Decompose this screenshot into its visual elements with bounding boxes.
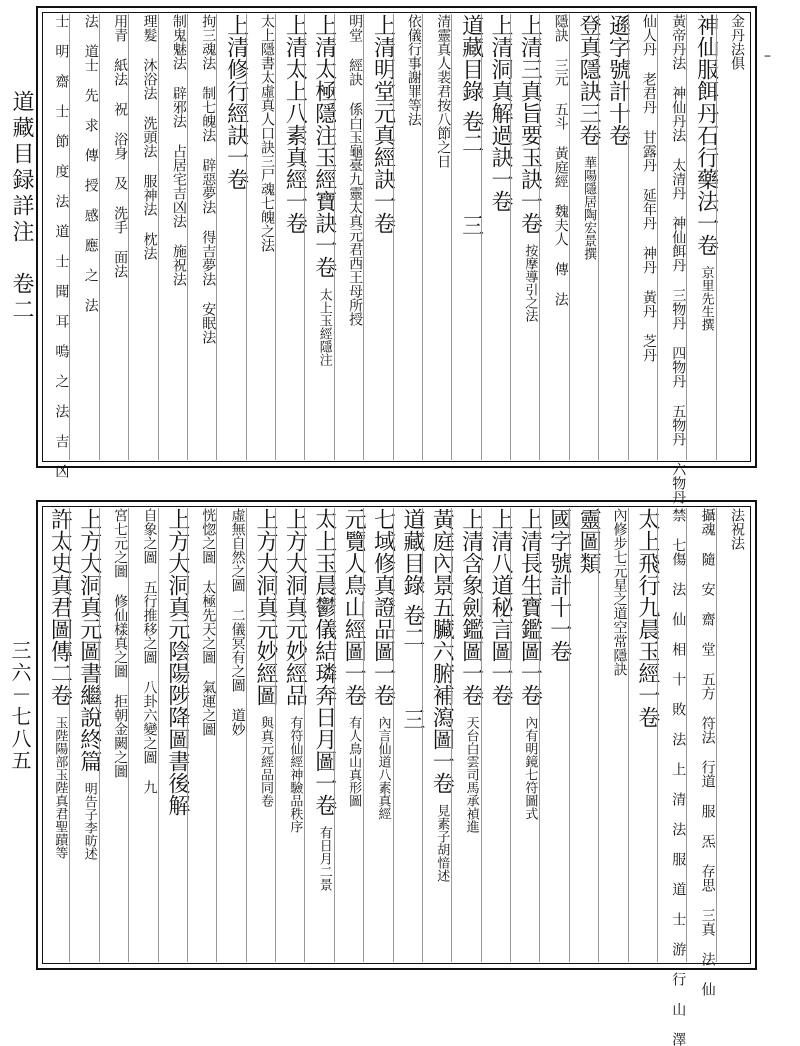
column-text: 虛無自然之圖 二儀冥有之圖 道妙: [229, 508, 246, 736]
text-column: [426, 508, 453, 882]
column-divider: [510, 508, 511, 962]
column-note: 內言仙道八素真經: [375, 716, 391, 820]
column-text: 上清明堂元真經訣一卷: [370, 14, 396, 234]
column-text: 制鬼魅法 辟邪法 占居宅吉凶法 施祝法: [170, 14, 187, 286]
column-divider: [686, 14, 687, 460]
text-column: [602, 14, 629, 146]
column-text: 許太史真君圖傳二卷: [47, 508, 73, 706]
fold-volume: 卷二: [458, 110, 484, 154]
column-text: 太上飛行九晨玉經一卷: [634, 508, 660, 728]
column-note: 有符仙經神驗品秩序: [287, 716, 303, 833]
column-text: 明堂 經訣 係白玉龜臺九靈太真元君西王母所授: [347, 14, 364, 326]
column-text: 仙人丹 老君丹 甘露丹 延年丹 神丹 黃丹 芝丹: [640, 14, 657, 362]
column-text: 黃庭內景五臟六腑補瀉圖一卷: [429, 508, 455, 794]
text-column: [279, 508, 306, 833]
margin-book-title: 道藏目録詳注 卷二: [9, 90, 34, 324]
text-column: [455, 14, 482, 236]
text-column: [191, 14, 218, 344]
column-text: 內修步七元星之道空常隱訣: [611, 508, 628, 676]
text-column: [132, 508, 159, 794]
column-text: 用青 紙法 祝 浴身 及 洗手 面法: [112, 14, 129, 278]
column-text: 上清修行經訣一卷: [223, 14, 249, 190]
column-text: 上清太極隱注玉經寶訣一卷: [311, 14, 337, 278]
column-text: 太上玉晨鬱儀結璘奔日月圖一卷: [311, 508, 337, 816]
column-divider: [363, 508, 364, 962]
text-column: [720, 508, 747, 550]
column-divider: [128, 508, 129, 962]
column-divider: [216, 508, 217, 962]
column-divider: [628, 508, 629, 962]
column-divider: [451, 508, 452, 962]
text-column: [73, 14, 100, 312]
text-column: [455, 508, 482, 833]
column-text: 理髮 沐浴法 洗頭法 服神法 枕法: [141, 14, 158, 260]
text-column: [543, 14, 570, 306]
column-text: 金丹法俱: [729, 14, 745, 70]
column-text: 七域修真證品圖一卷: [370, 508, 396, 706]
column-note: 玉陛陽部玉陛真君聖蹟等: [52, 716, 68, 859]
column-text: 清靈真人裴君按八節之日: [435, 14, 452, 168]
column-text: 上清洞真解過訣一卷: [488, 14, 513, 212]
column-divider: [128, 14, 129, 460]
text-column: [308, 14, 335, 366]
text-column: [485, 14, 512, 212]
column-text: 士 明 齋 士 節 度 法 道 士 聞 耳 鳴 之 法 吉 凶: [53, 14, 70, 478]
text-column: [103, 14, 130, 278]
text-column: [661, 14, 688, 504]
column-divider: [187, 508, 188, 962]
text-column: [103, 508, 130, 778]
column-divider: [99, 508, 100, 962]
column-divider: [569, 14, 570, 460]
column-text: 上清三真旨要玉訣一卷: [517, 14, 543, 234]
column-divider: [657, 508, 658, 962]
column-divider: [481, 14, 482, 460]
column-note: 與真元經品同卷: [258, 716, 273, 807]
column-divider: [393, 14, 394, 460]
text-column: [632, 14, 659, 362]
page-corner-mark: –: [764, 48, 771, 64]
column-text: 上方大洞真元妙經圖: [253, 508, 278, 706]
column-divider: [569, 508, 570, 962]
text-column: [44, 14, 71, 478]
column-text: 宮七元之圖 修仙樣真之圖 拒朝金闕之圖: [112, 508, 129, 778]
text-column: [191, 508, 218, 736]
column-text: 遜字號計十卷: [605, 14, 631, 146]
column-text: 上清含象劍鑑圖一卷: [458, 508, 484, 706]
column-divider: [363, 14, 364, 460]
text-column: [661, 508, 688, 1046]
text-column: [367, 14, 394, 234]
column-divider: [246, 14, 247, 460]
text-column: [397, 14, 424, 126]
column-divider: [716, 14, 717, 460]
column-text: 登真隱訣三卷: [576, 14, 602, 146]
column-divider: [422, 14, 423, 460]
text-column: [690, 508, 717, 996]
text-column: [250, 508, 277, 807]
column-divider: [304, 14, 305, 460]
column-divider: [481, 508, 482, 962]
column-text: 隱訣 三元 五斗 黃庭經 魏夫人 傳 法: [552, 14, 569, 306]
column-divider: [451, 14, 452, 460]
text-column: [632, 508, 659, 728]
column-divider: [275, 508, 276, 962]
column-text: 黃帝丹法 神仙丹法 太清丹 神仙餌丹 三物丹 四物丹 五物丹 六物丹: [670, 14, 687, 504]
column-note: 內有明鏡七符圖式: [522, 716, 538, 820]
text-column: [162, 508, 189, 816]
text-column: [308, 508, 335, 891]
column-divider: [69, 508, 70, 962]
column-note: 華陽隱居陶宏景撰: [581, 156, 597, 260]
column-text: 太上隱書太虛真人口訣三尸魂七魄之法: [259, 14, 275, 252]
column-text: 靈圖類: [576, 508, 602, 574]
column-note: 明告子李昉述: [81, 782, 97, 860]
text-column: [279, 14, 306, 234]
column-divider: [598, 14, 599, 460]
text-column: [338, 14, 365, 326]
fold-leaf-number: 三: [458, 214, 484, 236]
column-text: 神仙服餌丹石行藥法一卷: [693, 14, 719, 256]
column-divider: [539, 508, 540, 962]
column-divider: [657, 14, 658, 460]
text-column: [44, 508, 71, 859]
text-column: [602, 508, 629, 676]
text-column: [73, 508, 100, 860]
text-column: [485, 508, 512, 706]
fold-leaf-number: 三: [399, 708, 425, 730]
text-column: [338, 508, 365, 807]
column-divider: [598, 508, 599, 962]
column-divider: [686, 508, 687, 962]
column-divider: [99, 14, 100, 460]
text-column: [220, 508, 247, 736]
text-column: [543, 508, 570, 662]
text-column: [426, 14, 453, 168]
column-text: 元覽人鳥山經圖一卷: [341, 508, 367, 706]
text-column: [573, 14, 600, 260]
column-text: 上清八道秘言圖一卷: [488, 508, 513, 706]
column-note: 見素子胡愔述: [434, 804, 450, 882]
bottom-page-panel: [36, 500, 757, 1046]
column-divider: [304, 508, 305, 962]
column-divider: [69, 14, 70, 460]
column-divider: [628, 14, 629, 460]
column-note: 天台白雲司馬承禎進: [463, 716, 479, 833]
column-divider: [334, 508, 335, 962]
column-divider: [393, 508, 394, 962]
column-divider: [510, 14, 511, 460]
column-note: 有人鳥山真形圖: [346, 716, 362, 807]
text-column: [397, 508, 424, 730]
fold-title: 道藏目錄: [399, 508, 425, 596]
column-text: 法 道士 先 求 傳 授 感 應 之 法: [82, 14, 99, 312]
column-divider: [334, 14, 335, 460]
column-divider: [422, 508, 423, 962]
column-text: 上方大洞真元妙經品: [282, 508, 308, 706]
column-divider: [539, 14, 540, 460]
text-column: [514, 508, 541, 820]
column-divider: [716, 508, 717, 962]
column-text: 國字號計十一卷: [546, 508, 572, 662]
column-text: 攝魂 隨 安 齋 堂 五方 符法 行道 服 炁 存思 三真 法 仙: [699, 508, 716, 996]
text-column: [720, 14, 747, 70]
column-divider: [158, 14, 159, 460]
fold-volume: 卷二: [399, 604, 425, 648]
column-text: 法祝法: [729, 508, 745, 550]
text-column: [162, 14, 189, 286]
column-text: 上方大洞真元陰陽陟降圖書後解: [164, 508, 190, 816]
column-note: 太上玉經隱注: [316, 288, 332, 366]
text-column: [514, 14, 541, 322]
column-note: 按摩導引之法: [522, 244, 538, 322]
text-column: [220, 14, 247, 190]
column-text: 上方大洞真元圖書繼說終篇: [76, 508, 102, 772]
column-note: 有日月二景: [316, 826, 332, 891]
column-divider: [275, 14, 276, 460]
column-text: 依儀行事謝罪等法: [405, 14, 422, 126]
text-column: [132, 14, 159, 260]
text-column: [367, 508, 394, 820]
text-column: [573, 508, 600, 574]
column-note: 京里先生撰: [698, 266, 714, 331]
fold-title: 道藏目錄: [458, 14, 484, 102]
column-text: 拘三魂法 制七魄法 辟惡夢法 得吉夢法 安眠法: [200, 14, 217, 344]
column-divider: [216, 14, 217, 460]
margin-page-number: 三六－七八五: [8, 640, 32, 772]
column-text: 上清太上八素真經一卷: [282, 14, 308, 234]
column-divider: [187, 14, 188, 460]
column-text: 禁 七傷 法 仙 相 十 敗 法 上 清 法 服 道 士 游 行 山 澤: [670, 508, 687, 1046]
column-text: 上清長生寶鑑圖一卷: [517, 508, 543, 706]
column-divider: [158, 508, 159, 962]
column-divider: [246, 508, 247, 962]
top-page-panel: [36, 6, 771, 504]
column-text: 自象之圖 五行推移之圖 八卦六變之圖 九: [141, 508, 158, 794]
column-text: 恍惚之圖 太極先天之圖 氣運之圖: [200, 508, 217, 736]
text-column: [250, 14, 277, 252]
text-column: [690, 14, 717, 331]
